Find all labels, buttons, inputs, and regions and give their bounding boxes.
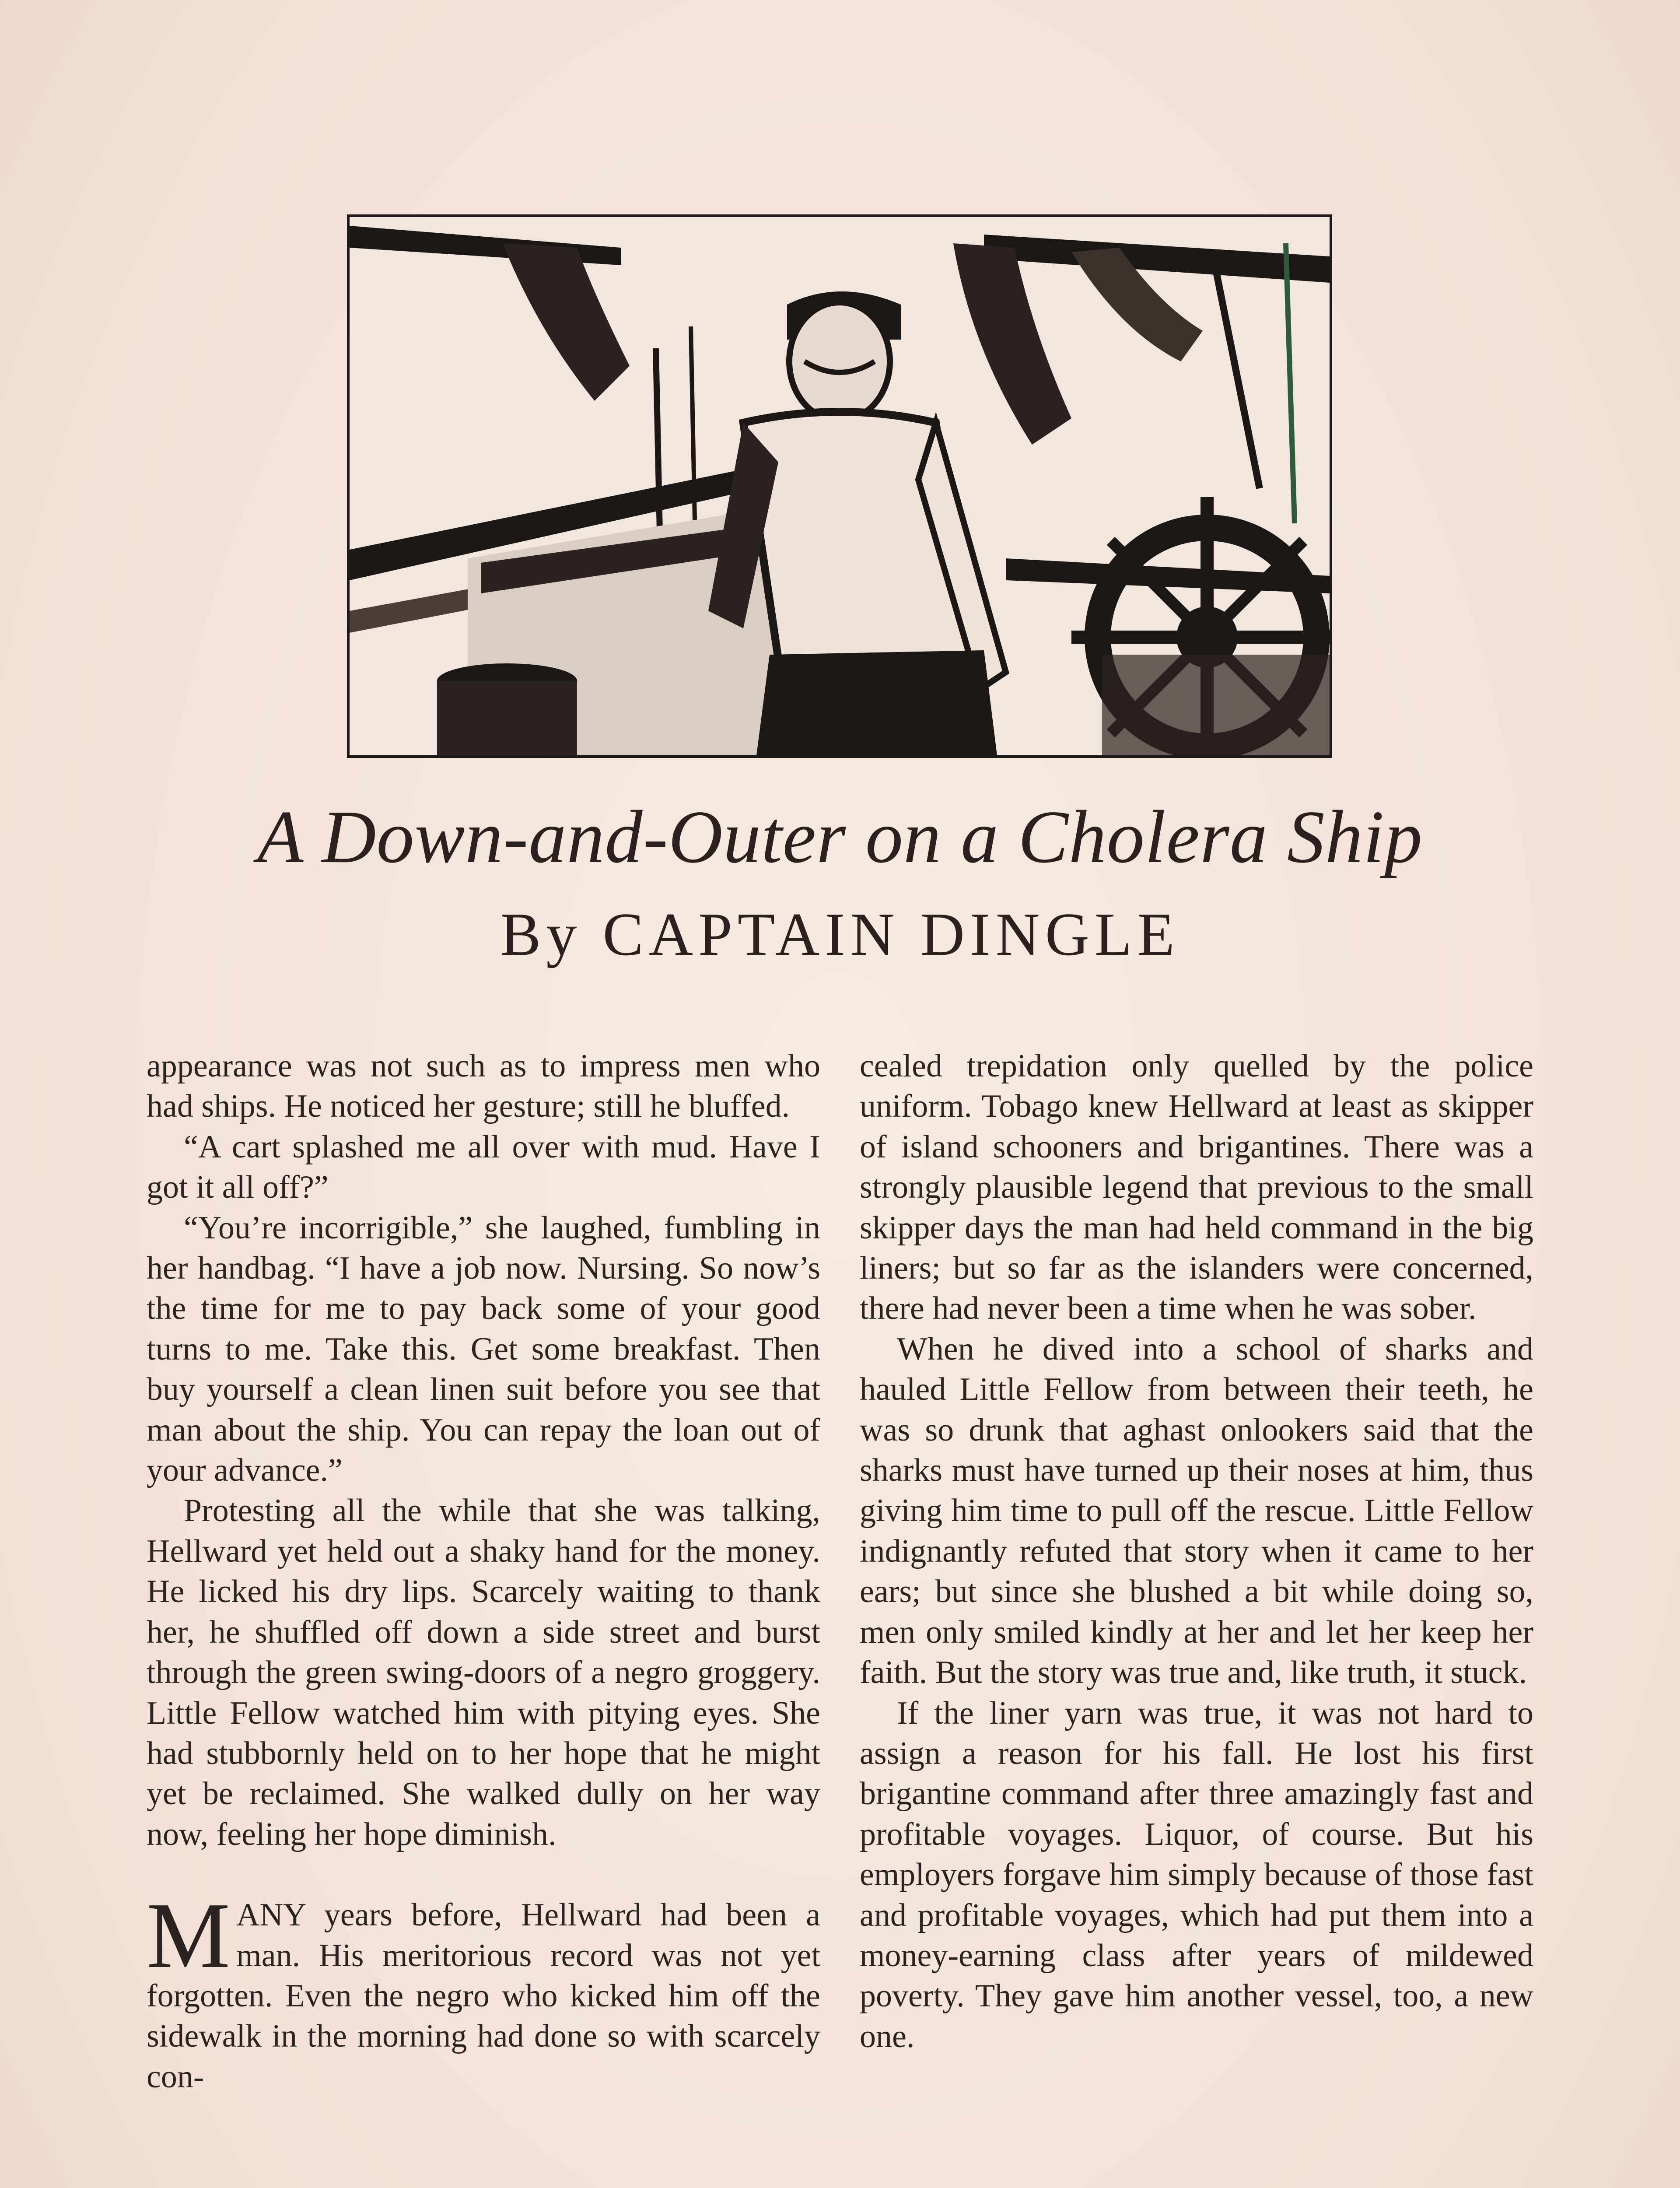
paragraph: If the liner yarn was true, it was not hard to assign a reason for his fall. He lost his first brigantine command after three amazingly fast and profitable voyages. Liquor, of course. But his employers forgave him simply because of those fast and profitable voyages, which had put them into a money-earning class after years of mildewed poverty. They gave him another vessel, too, a new one. [860,1695,1533,2055]
paragraph: appearance was not such as to impress men who had ships. He noticed her gesture; still he bluffed. [147,1048,820,1125]
right-column [860,1046,1533,2057]
article-title: A Down-and-Outer on a Cholera Ship [257,796,1423,879]
left-column [147,1046,820,2097]
paragraph: “You’re incorrigible,” she laughed, fumbling in her handbag. “I have a job now. Nursing. So now’s the time for me to pay back some of your good turns to me. Take this. Get some breakfast. Then buy yourself a clean linen suit before you see that man about the ship. You can repay the loan out of your advance.” [147,1210,820,1489]
paragraph: cealed trepidation only quelled by the police uniform. Tobago knew Hellward at least as skipper of island schooners and brigantines. There was a strongly plausible legend that previous to the small skipper days the man had held command in the big liners; but so far as the islanders were concerned, there had never been a time when he was sober. [860,1048,1533,1327]
section-paragraph [147,1883,820,2097]
drop-cap: M [147,1883,231,1988]
paragraph: “A cart splashed me all over with mud. Have I got it all off?” [147,1129,820,1206]
paragraph: When he dived into a school of sharks and hauled Little Fellow from between their teeth, he was so drunk that aghast onlookers said that the sharks must have turned up their noses at him, thus giving him time to pull off the rescue. Little Fellow indignantly refuted that story when it came to her ears; but since she blushed a bit while doing so, men only smiled kindly at her and let her keep her faith. But the story was true and, like truth, it stuck. [860,1331,1533,1691]
sailor-at-ship-wheel-illustration [347,214,1332,758]
article-byline: By CAPTAIN DINGLE [500,901,1180,968]
paragraph: Protesting all the while that she was talking, Hellward yet held out a shaky hand for the money. He licked his dry lips. Scarcely waiting to thank her, he shuffled off down a side street and burst through the green swing-doors of a negro groggery. Little Fellow watched him with pitying eyes. She had stubbornly held on to her hope that he might yet be reclaimed. She walked dully on her way now, feeling her hope diminish. [147,1493,820,1852]
paragraph-text: ANY years before, Hellward had been a man. His meritorious record was not yet forgotten. Even the negro who kicked him off the sidewalk in the morning had done so with scarcely con- [147,1897,820,2095]
illustration-drawing [350,217,1330,755]
